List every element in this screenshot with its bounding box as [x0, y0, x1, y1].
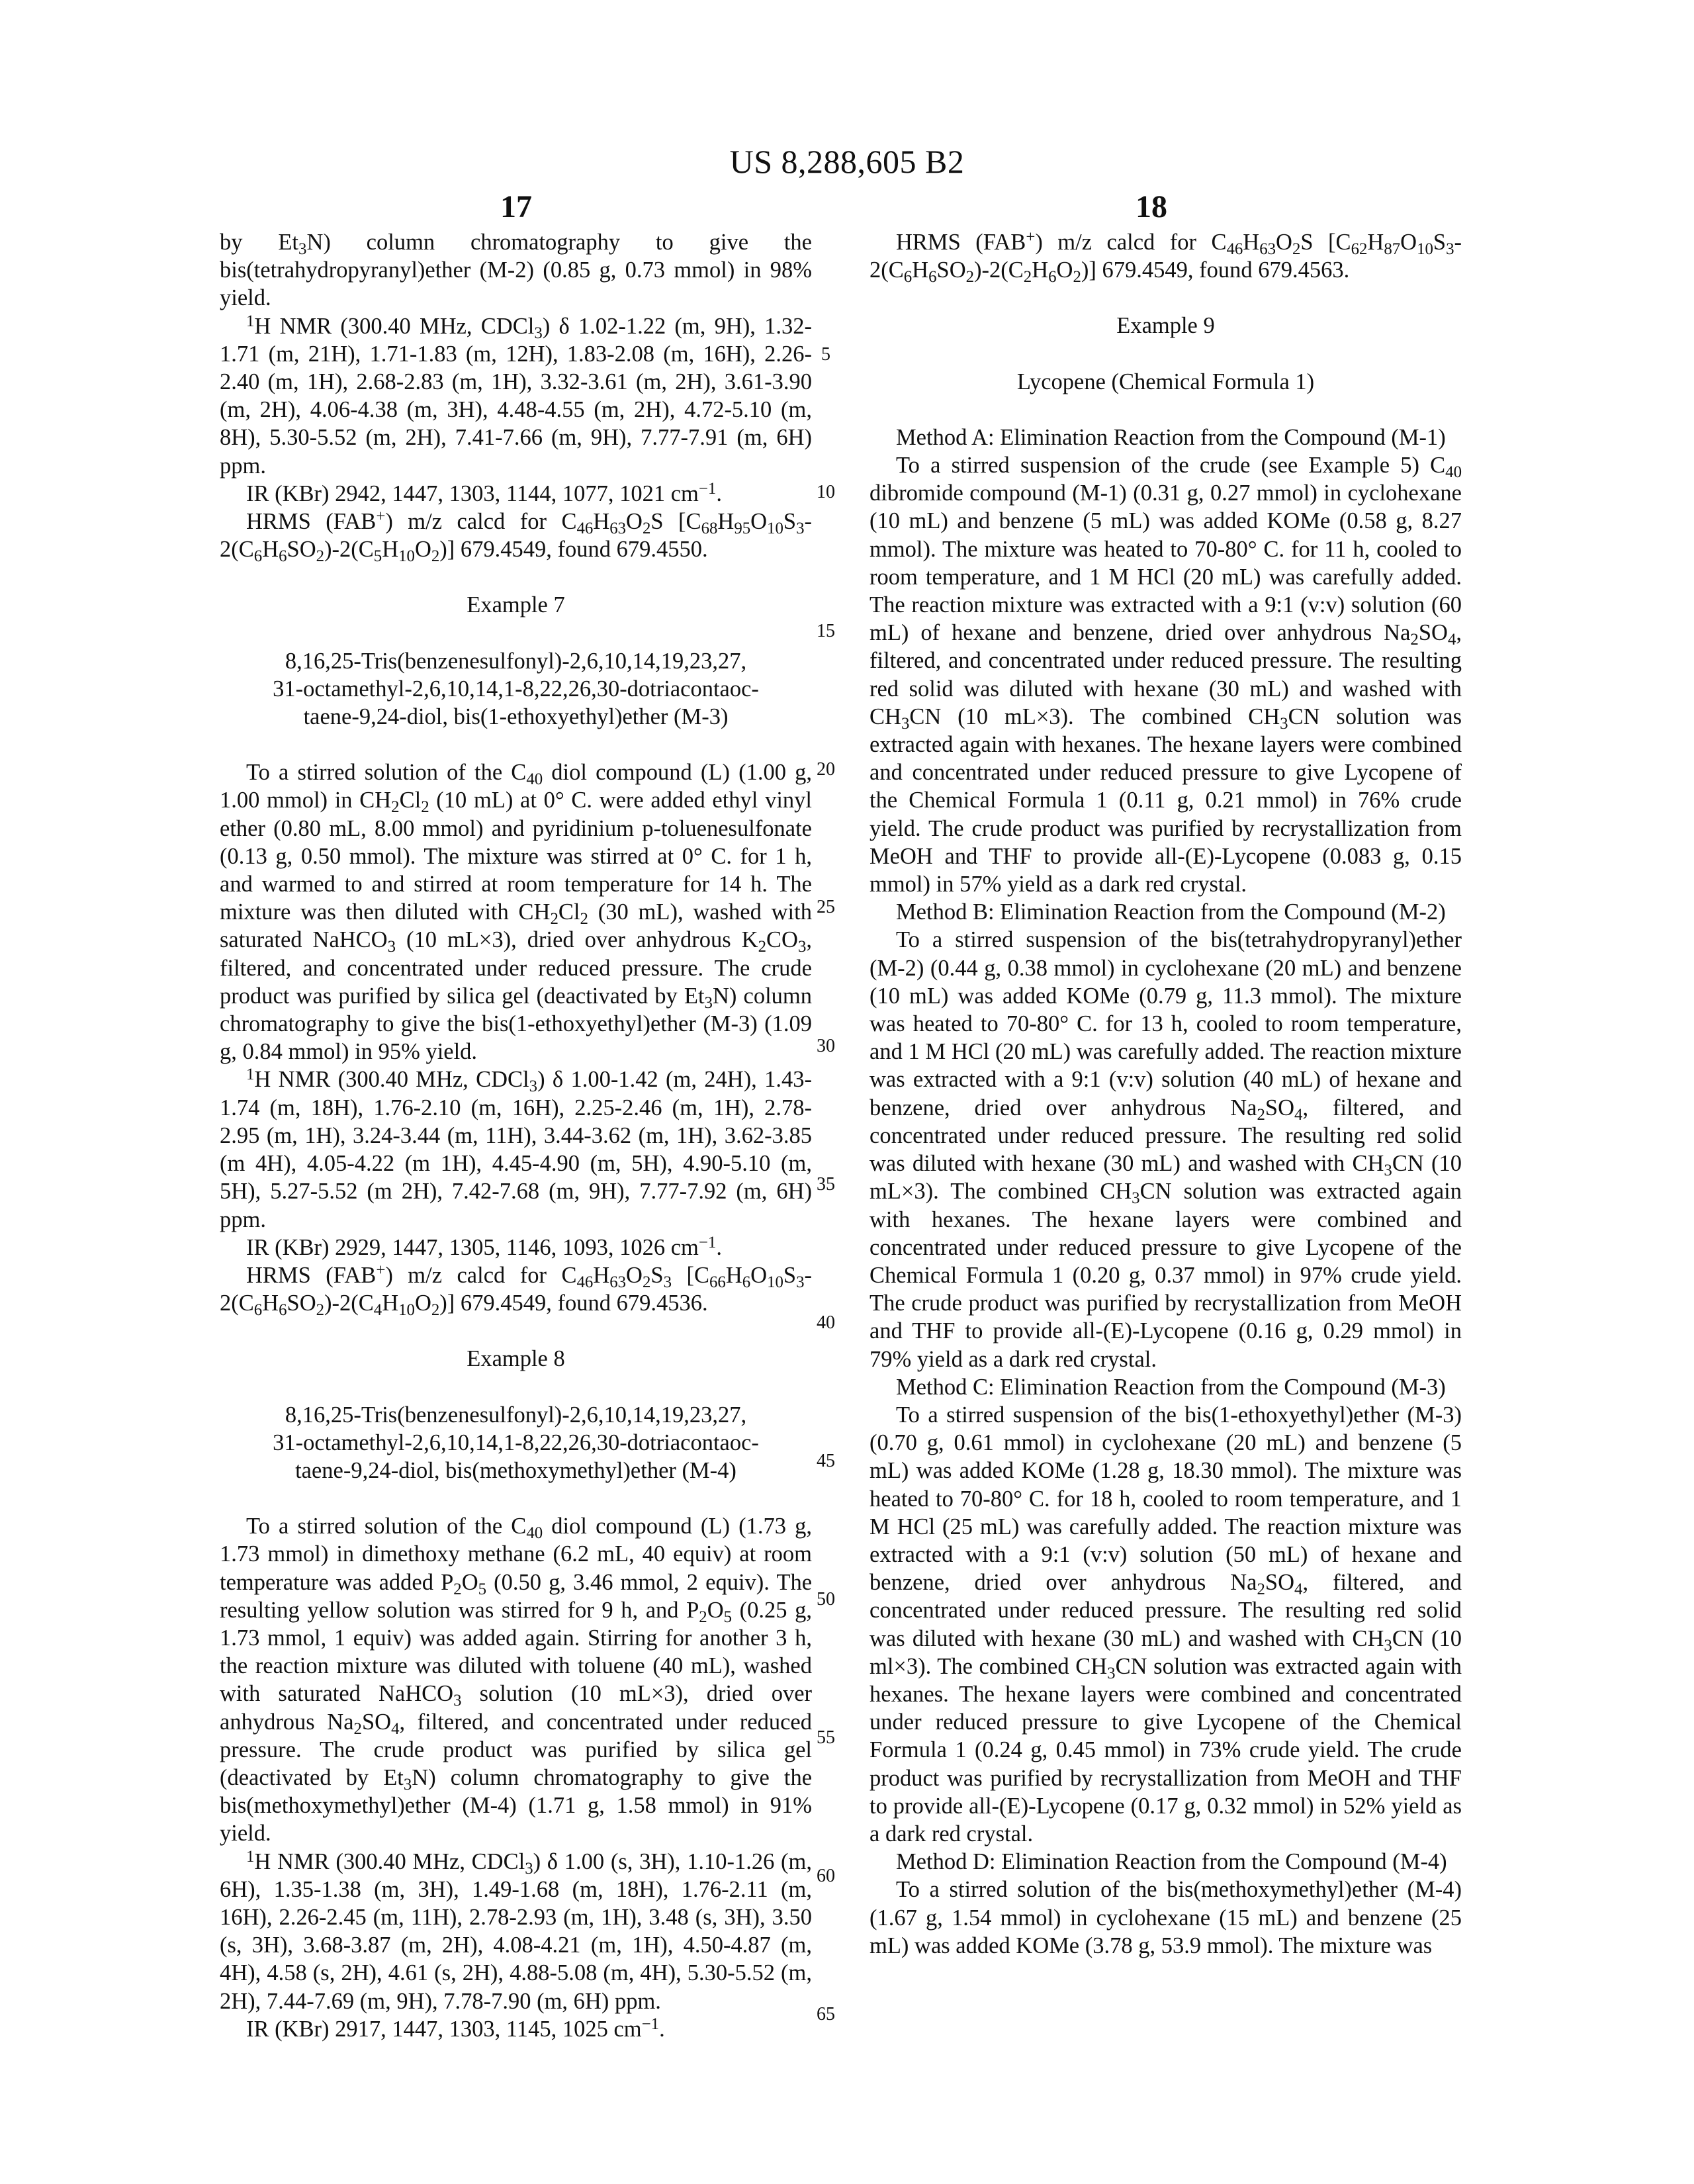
nmr-paragraph: $^1$H NMR (300.40 MHz, CDCl$_3$) δ 1.00 (s, 3H), 1.10-1.26 (m, 6H), 1.35-1.38 (m, 3H), 1.49-1.68 (m, 18H), 1.76-2.11 (m, 16H), 2.26-2.45 (m, 11H), 2.78-2.93 (m, 1H), 3.48 (s, 3H), 3.50 (s, 3H), 3.68-3.87 (m, 2H), 4.08-4.21 (m, 1H), 4.50-4.87 (m, 4H), 4.58 (s, 2H), 4.61 (s, 2H), 4.88-5.08 (m, 4H), 5.30-5.52 (m, 2H), 7.44-7.69 (m, 9H), 7.78-7.90 (m, 6H) ppm.	[220, 1847, 812, 2014]
procedure-paragraph: To a stirred solution of the $C_{40}$ diol compound (L) (1.73 g, 1.73 mmol) in dimethoxy methane (6.2 mL, 40 equiv) at room temperature was added $P_2O_5$ (0.50 g, 3.46 mmol, 2 equiv). The resulting yellow solution was stirred for 9 h, and $P_2O_5$ (0.25 g, 1.73 mmol, 1 equiv) was added again. Stirring for another 3 h, the reaction mixture was diluted with toluene (40 mL), washed with saturated NaHCO$_3$ solution (10 mL×3), dried over anhydrous $Na_2SO_4$, filtered, and concentrated under reduced pressure. The crude product was purified by silica gel (deactivated by $Et_3N$) column chromatography to give the bis(methoxymethyl)ether (M-4) (1.71 g, 1.58 mmol) in 91% yield.	[220, 1514, 813, 1846]
procedure-paragraph: To a stirred solution of the $C_{40}$ diol compound (L) (1.00 g, 1.00 mmol) in $CH_2Cl_2$ (10 mL) at 0° C. were added ethyl vinyl ether (0.80 mL, 8.00 mmol) and pyridinium p-toluenesulfonate (0.13 g, 0.50 mmol). The mixture was stirred at 0° C. for 1 h, and warmed to and stirred at room temperature for 14 h. The mixture was then diluted with $CH_2Cl_2$ (30 mL), washed with saturated NaHCO$_3$ (10 mL×3), dried over anhydrous $K_2CO_3$, filtered, and concentrated under reduced pressure. The crude product was purified by silica gel (deactivated by $Et_3N$) column chromatography to give the bis(1-ethoxyethyl)ether (M-3) (1.09 g, 0.84 mmol) in 95% yield.	[220, 760, 812, 1065]
example-8-title-line: 31-octamethyl-2,6,10,14,1-8,22,26,30-dotriacontaoc-	[273, 1430, 759, 1455]
example-7-title-line: 8,16,25-Tris(benzenesulfonyl)-2,6,10,14,19,23,27,	[285, 648, 747, 674]
line-number: 10	[817, 482, 835, 502]
example-9-title: Lycopene (Chemical Formula 1)	[1016, 369, 1315, 394]
line-number: 50	[817, 1589, 835, 1610]
patent-number: US 8,288,605 B2	[729, 143, 965, 180]
example-9-heading: Example 9	[1116, 313, 1215, 339]
left-column	[220, 228, 812, 2043]
line-number: 55	[817, 1727, 835, 1748]
example-7-title-line: 31-octamethyl-2,6,10,14,1-8,22,26,30-dotriacontaoc-	[273, 676, 759, 702]
nmr-paragraph: $^1$H NMR (300.40 MHz, CDCl$_3$) δ 1.02-1.22 (m, 9H), 1.32-1.71 (m, 21H), 1.71-1.83 (m, 12H), 1.83-2.08 (m, 16H), 2.26-2.40 (m, 1H), 2.68-2.83 (m, 1H), 3.32-3.61 (m, 2H), 3.61-3.90 (m, 2H), 4.06-4.38 (m, 3H), 4.48-4.55 (m, 2H), 4.72-5.10 (m, 8H), 5.30-5.52 (m, 2H), 7.41-7.66 (m, 9H), 7.77-7.91 (m, 6H) ppm.	[220, 312, 812, 478]
method-a-paragraph: To a stirred suspension of the crude (see Example 5) $C_{40}$ dibromide compound (M-1) (0.31 g, 0.27 mmol) in cyclohexane (10 mL) and benzene (5 mL) was added KOMe (0.58 g, 8.27 mmol). The mixture was heated to 70-80° C. for 11 h, cooled to room temperature, and 1 M HCl (20 mL) was carefully added. The reaction mixture was extracted with a 9:1 (v:v) solution (60 mL) of hexane and benzene, dried over anhydrous $Na_2SO_4$, filtered, and concentrated under reduced pressure. The resulting red solid was diluted with hexane (30 mL) and washed with $CH_3CN$ (10 mL×3). The combined $CH_3CN$ solution was extracted again with hexanes. The hexane layers were combined and concentrated under reduced pressure to give Lycopene of the Chemical Formula 1 (0.11 g, 0.21 mmol) in 76% crude yield. The crude product was purified by recrystallization from MeOH and THF to provide all-(E)-Lycopene (0.083 g, 0.15 mmol) in 57% yield as a dark red crystal.	[869, 453, 1462, 897]
line-number: 20	[817, 759, 835, 780]
example-7-title-line: taene-9,24-diol, bis(1-ethoxyethyl)ether (M-3)	[303, 704, 729, 730]
ir-paragraph: IR (KBr) 2942, 1447, 1303, 1144, 1077, 1021 $cm^{-1}$.	[246, 479, 722, 506]
method-c-paragraph: To a stirred suspension of the bis(1-ethoxyethyl)ether (M-3) (0.70 g, 0.61 mmol) in cyclohexane (20 mL) and benzene (5 mL) was added KOMe (1.28 g, 18.30 mmol). The mixture was heated to 70-80° C. for 18 h, cooled to room temperature, and 1 M HCl (25 mL) was carefully added. The reaction mixture was extracted with a 9:1 (v:v) solution (50 mL) of hexane and benzene, dried over anhydrous $Na_2SO_4$, filtered, and concentrated under reduced pressure. The resulting red solid was diluted with hexane (30 mL) and washed with $CH_3CN$ (10 ml×3). The combined $CH_3CN$ solution was extracted again with hexanes. The hexane layers were combined and concentrated under reduced pressure to give Lycopene of the Chemical Formula 1 (0.24 g, 0.45 mmol) in 73% crude yield. The crude product was purified by recrystallization from MeOH and THF to provide all-(E)-Lycopene (0.17 g, 0.32 mmol) in 52% yield as a dark red crystal.	[869, 1402, 1462, 1846]
paragraph: by $Et_3N$) column chromatography to give the bis(tetrahydropyranyl)ether (M-2) (0.85 g, 0.73 mmol) in 98% yield.	[220, 230, 812, 311]
ir-paragraph: IR (KBr) 2929, 1447, 1305, 1146, 1093, 1026 $cm^{-1}$.	[246, 1233, 722, 1260]
right-column	[869, 228, 1462, 1960]
line-number: 30	[817, 1036, 835, 1056]
method-a-heading: Method A: Elimination Reaction from the Compound (M-1)	[896, 424, 1446, 450]
hrms-paragraph: HRMS (FAB+) m/z calcd for $C_{46}H_{63}O_2S$ $[C_{62}H_{87}O_{10}S_3-2(C_6H_6SO_2)-2(C_2H_6O_2)]$ 679.4549, found 679.4563.	[869, 228, 1462, 287]
line-number: 40	[817, 1312, 835, 1333]
line-number: 65	[817, 2004, 835, 2025]
method-d-heading: Method D: Elimination Reaction from the Compound (M-4)	[896, 1849, 1447, 1875]
example-8-title-line: 8,16,25-Tris(benzenesulfonyl)-2,6,10,14,19,23,27,	[285, 1402, 747, 1428]
example-8-heading: Example 8	[467, 1346, 565, 1372]
nmr-paragraph: $^1$H NMR (300.40 MHz, CDCl$_3$) δ 1.00-1.42 (m, 24H), 1.43-1.74 (m, 18H), 1.76-2.10 (m, 16H), 2.25-2.46 (m, 1H), 2.78-2.95 (m, 1H), 3.24-3.44 (m, 11H), 3.44-3.62 (m, 1H), 3.62-3.85 (m 4H), 4.05-4.22 (m 1H), 4.45-4.90 (m, 5H), 4.90-5.10 (m, 5H), 5.27-5.52 (m 2H), 7.42-7.68 (m, 9H), 7.77-7.92 (m, 6H) ppm.	[220, 1066, 812, 1232]
line-number: 60	[817, 1866, 835, 1886]
column-number-right: 18	[1136, 189, 1167, 224]
method-b-paragraph: To a stirred suspension of the bis(tetrahydropyranyl)ether (M-2) (0.44 g, 0.38 mmol) in cyclohexane (20 mL) and benzene (10 mL) was added KOMe (0.79 g, 11.3 mmol). The mixture was heated to 70-80° C. for 13 h, cooled to room temperature, and 1 M HCl (20 mL) was carefully added. The reaction mixture was extracted with a 9:1 (v:v) solution (40 mL) of hexane and benzene, dried over anhydrous $Na_2SO_4$, filtered, and concentrated under reduced pressure. The resulting red solid was diluted with hexane (30 mL) and washed with $CH_3CN$ (10 mL×3). The combined $CH_3CN$ solution was extracted again with hexanes. The hexane layers were combined and concentrated under reduced pressure to give Lycopene of the Chemical Formula 1 (0.20 g, 0.37 mmol) in 97% crude yield. The crude product was purified by recrystallization from MeOH and THF to provide all-(E)-Lycopene (0.16 g, 0.29 mmol) in 79% yield as a dark red crystal.	[869, 927, 1462, 1372]
method-d-paragraph: To a stirred solution of the bis(methoxymethyl)ether (M-4) (1.67 g, 1.54 mmol) in cyclohexane (15 mL) and benzene (25 mL) was added KOMe (3.78 g, 53.9 mmol). The mixture was	[869, 1877, 1462, 1958]
example-8-title-line: taene-9,24-diol, bis(methoxymethyl)ether (M-4)	[295, 1457, 736, 1483]
line-number: 15	[817, 621, 835, 641]
method-b-heading: Method B: Elimination Reaction from the Compound (M-2)	[896, 899, 1446, 925]
line-number: 35	[817, 1174, 835, 1195]
column-number-left: 17	[500, 189, 532, 224]
method-c-heading: Method C: Elimination Reaction from the Compound (M-3)	[896, 1374, 1446, 1400]
example-7-heading: Example 7	[467, 592, 565, 618]
line-number: 25	[817, 897, 835, 917]
hrms-paragraph: HRMS (FAB+) m/z calcd for $C_{46}H_{63}O_2S$ $[C_{68}H_{95}O_{10}S_3-2(C_6H_6SO_2)-2(C_5H_{10}O_2)]$ 679.4549, found 679.4550.	[220, 507, 812, 566]
ir-paragraph: IR (KBr) 2917, 1447, 1303, 1145, 1025 $cm^{-1}$.	[246, 2015, 665, 2042]
line-number: 5	[821, 344, 830, 365]
line-number: 45	[817, 1451, 835, 1471]
hrms-paragraph: HRMS (FAB+) m/z calcd for $C_{46}H_{63}O_2S_3$ $[C_{66}H_6O_{10}S_3-2(C_6H_6SO_2)-2(C_4H_{10}O_2)]$ 679.4549, found 679.4536.	[220, 1261, 813, 1320]
